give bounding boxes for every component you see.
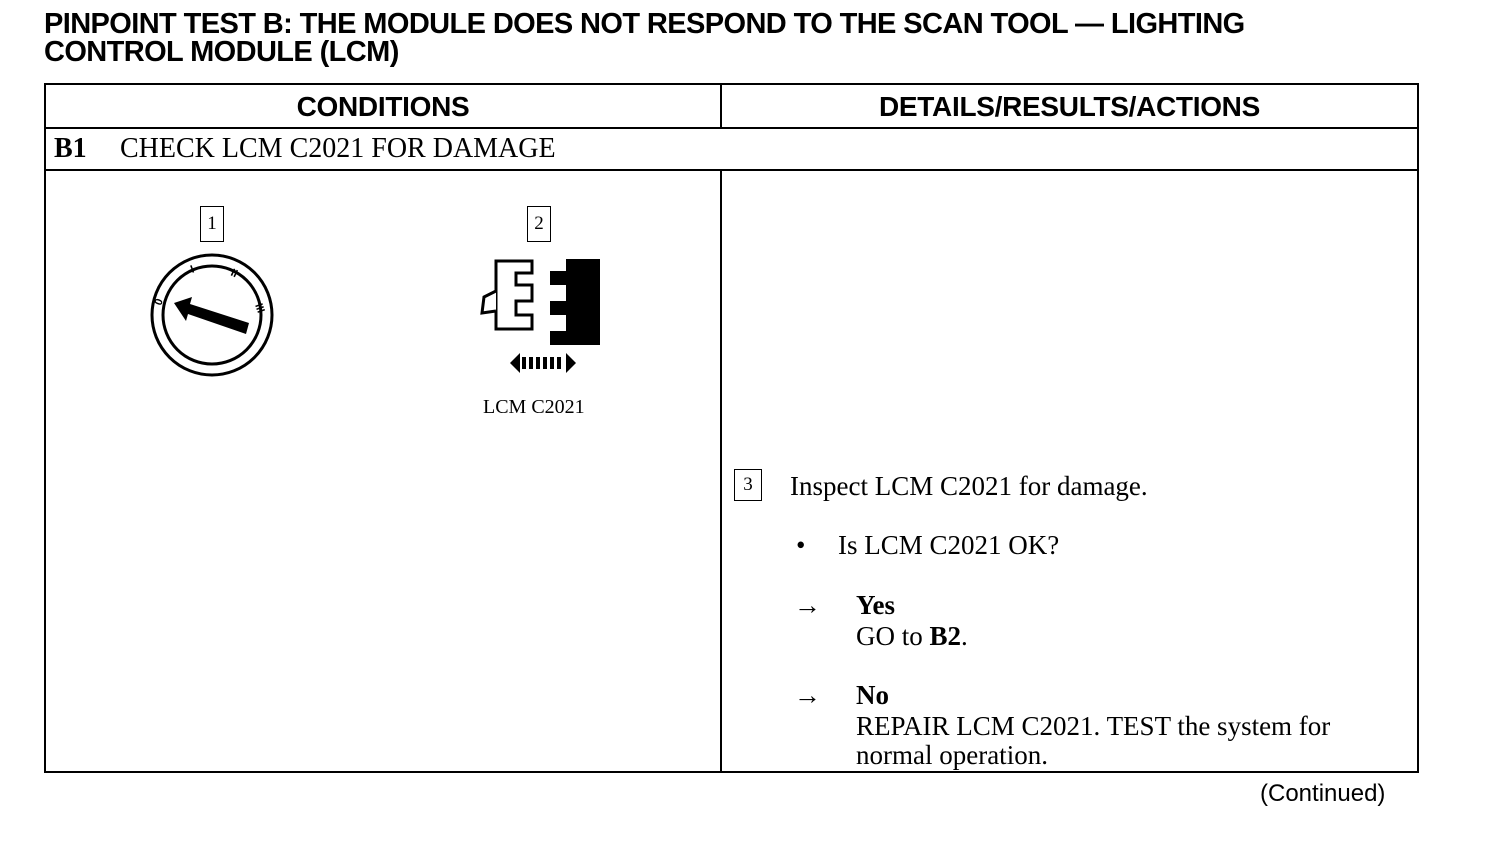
- no-label: No: [856, 680, 889, 710]
- bullet-icon: •: [796, 530, 806, 560]
- instruction-text: Inspect LCM C2021 for damage.: [790, 471, 1148, 501]
- conditions-header: CONDITIONS: [296, 91, 470, 122]
- yes-action-target[interactable]: B2: [929, 621, 962, 651]
- page-title: [44, 10, 1374, 66]
- title-line-2: CONTROL MODULE (LCM): [44, 36, 399, 68]
- ignition-mark-1: I: [188, 263, 196, 276]
- details-header: DETAILS/RESULTS/ACTIONS: [879, 91, 1260, 122]
- body-column-divider: [720, 171, 722, 771]
- yes-action: [856, 621, 968, 651]
- continued-note: (Continued): [1260, 780, 1386, 807]
- connector-disconnect-icon: [478, 257, 606, 381]
- connector-label: LCM C2021: [483, 396, 585, 418]
- pinpoint-table: [44, 83, 1419, 773]
- callout-1: 1: [200, 206, 224, 242]
- ignition-mark-0: 0: [152, 297, 166, 308]
- ignition-mark-3: III: [252, 301, 267, 315]
- title-line-1: PINPOINT TEST B: THE MODULE DOES NOT RESPOND TO THE SCAN TOOL — LIGHTING: [44, 8, 1245, 40]
- question-text: Is LCM C2021 OK?: [838, 530, 1060, 560]
- no-action-line-1: REPAIR LCM C2021. TEST the system for: [856, 711, 1331, 741]
- step-row-divider: [46, 169, 1417, 171]
- no-action-line-2: normal operation.: [856, 740, 1048, 770]
- ignition-mark-2: II: [228, 266, 240, 281]
- step-title: CHECK LCM C2021 FOR DAMAGE: [120, 133, 556, 164]
- yes-action-prefix: GO to: [856, 621, 930, 651]
- yes-action-suffix: .: [961, 621, 968, 651]
- arrow-right-icon: →: [794, 680, 821, 710]
- callout-3: 3: [734, 469, 762, 501]
- ignition-key-off-icon: [144, 253, 280, 379]
- callout-2: 2: [527, 206, 551, 242]
- step-id: B1: [54, 133, 87, 164]
- yes-label: Yes: [856, 590, 895, 620]
- step-row: [54, 129, 556, 169]
- arrow-right-icon: →: [794, 590, 821, 620]
